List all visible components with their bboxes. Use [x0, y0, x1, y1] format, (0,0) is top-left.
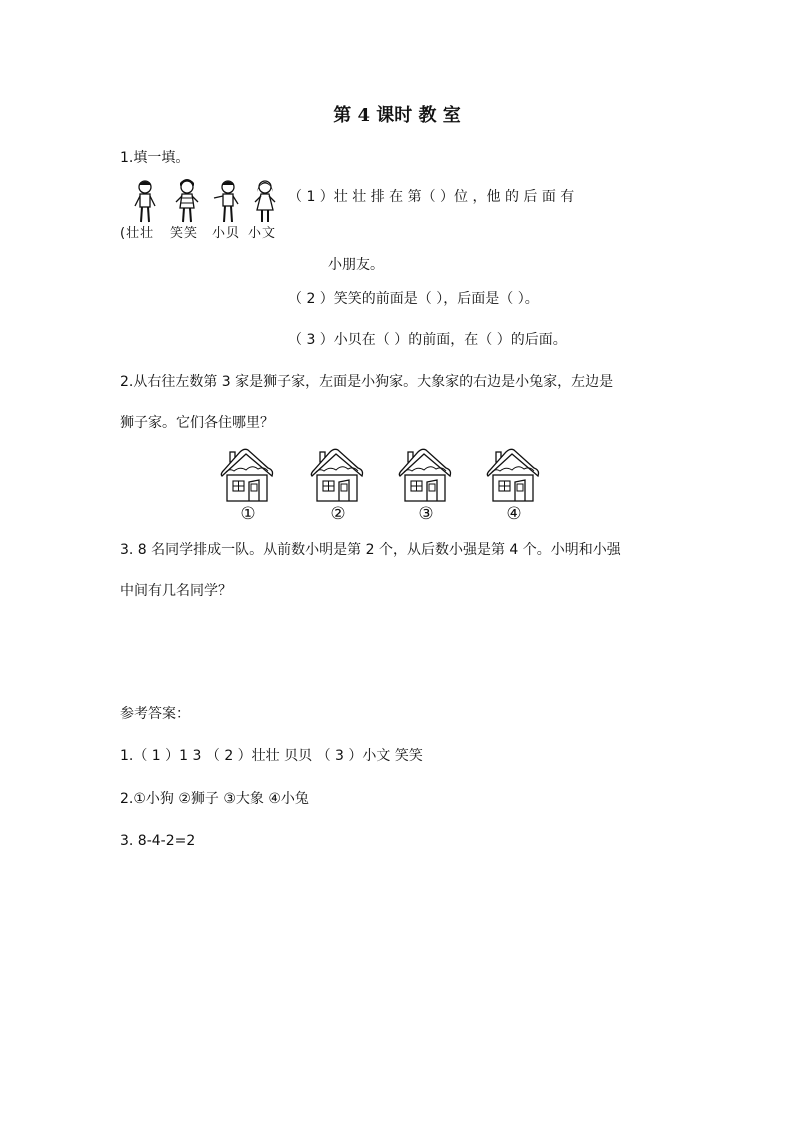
- house-icon: [484, 446, 544, 504]
- answer-3: 3. 8-4-2=2: [120, 833, 196, 849]
- question-3-line-2: 中间有几名同学？: [120, 583, 232, 599]
- kid-label: (壮壮: [120, 226, 155, 241]
- answer-2: 2.①小狗 ②狮子 ③大象 ④小兔: [120, 791, 309, 807]
- child-zhuangzhuang-figure: [130, 178, 160, 226]
- q1-part3-line: （ 3 ）小贝在（ ）的前面，在（ ）的后面。: [288, 332, 567, 348]
- question-2-line-1: 2.从右往左数第 3 家是狮子家，左面是小狗家。大象家的右边是小兔家，左边是: [120, 374, 614, 390]
- house-icon: [308, 446, 368, 504]
- question-1-heading: 1.填一填。: [120, 150, 190, 166]
- house-icon: [218, 446, 278, 504]
- house-number: ②: [330, 504, 346, 524]
- q1-part1-line: （ 1 ）壮 壮 排 在 第（ ）位 ，他 的 后 面 有: [288, 189, 575, 205]
- answers-heading: 参考答案：: [120, 706, 190, 722]
- house-2: [308, 446, 368, 528]
- q1-part2-line: （ 2 ）笑笑的前面是（ ），后面是（ ）。: [288, 291, 539, 307]
- kid-label: 笑笑: [170, 226, 199, 241]
- child-xiaowen-figure: [250, 178, 280, 226]
- page-title: 第 4 课时 教 室: [333, 105, 461, 126]
- kid-label: 小贝: [212, 226, 241, 241]
- child-xiaobei-figure: [212, 178, 242, 226]
- children-illustration: [120, 178, 282, 241]
- q1-part1-continuation: 小朋友。: [328, 257, 384, 273]
- house-icon: [396, 446, 456, 504]
- house-number: ①: [240, 504, 256, 524]
- kid-label: 小文: [248, 226, 277, 241]
- house-number: ③: [418, 504, 434, 524]
- question-2-line-2: 狮子家。它们各住哪里？: [120, 415, 274, 431]
- question-3-line-1: 3. 8 名同学排成一队。从前数小明是第 2 个，从后数小强是第 4 个。小明和小强: [120, 542, 621, 558]
- house-1: [218, 446, 278, 528]
- child-xiaoxiao-figure: [172, 178, 202, 226]
- house-number: ④: [506, 504, 522, 524]
- house-3: [396, 446, 456, 528]
- house-4: [484, 446, 544, 528]
- answer-1: 1.（ 1 ）1 3 （ 2 ）壮壮 贝贝 （ 3 ）小文 笑笑: [120, 748, 423, 764]
